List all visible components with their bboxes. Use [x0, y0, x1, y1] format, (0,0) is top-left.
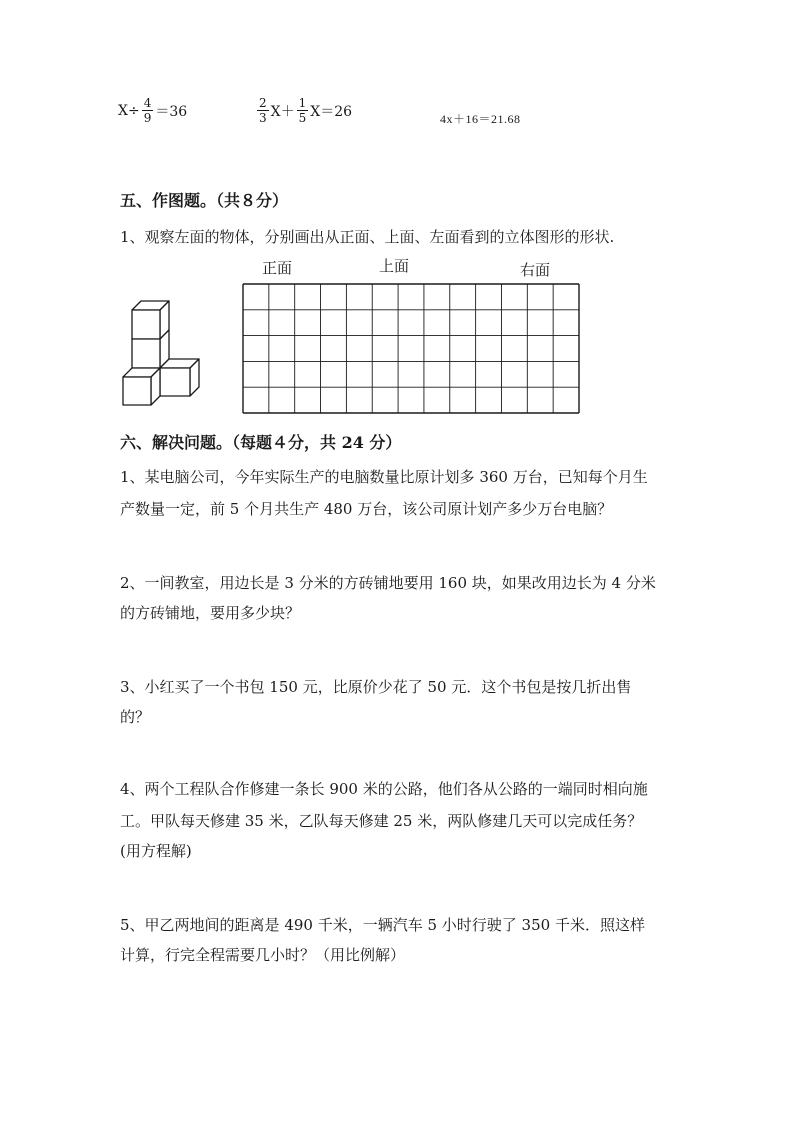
- fraction-1-5: [297, 96, 309, 125]
- cube-front-face: [123, 377, 151, 405]
- equation-1-suffix: ＝36: [155, 103, 188, 120]
- fraction-numerator: 4: [143, 96, 152, 110]
- equation-1: [118, 96, 187, 125]
- question-4-line-2: 工。甲队每天修建 35 米，乙队每天修建 25 米，两队修建几天可以完成任务？: [120, 812, 643, 830]
- question-4-line-1: 4、两个工程队合作修建一条长 900 米的公路，他们各从公路的一端同时相向施: [120, 780, 648, 798]
- drawing-grid[interactable]: [242, 283, 580, 414]
- equation-3: 4x＋16＝21.68: [440, 112, 521, 126]
- equation-2-mid: X＋: [270, 103, 295, 120]
- label-top-view: 上面: [379, 257, 410, 275]
- fraction-denominator: 3: [259, 111, 267, 125]
- fraction-4-9: [142, 96, 154, 125]
- fraction-denominator: 9: [143, 111, 152, 125]
- question-2-line-1: 2、一间教室，用边长是 3 分米的方砖铺地要用 160 块，如果改用边长为 4 分米: [120, 574, 656, 592]
- cube-front-face: [132, 339, 160, 368]
- cube-stack-figure: [118, 298, 204, 410]
- fraction-numerator: 2: [259, 96, 267, 110]
- equation-1-prefix: X÷: [118, 102, 140, 119]
- equation-2: [255, 96, 352, 125]
- fraction-numerator: 1: [298, 96, 307, 110]
- question-1-line-2: 产数量一定，前 5 个月共生产 480 万台，该公司原计划产多少万台电脑？: [120, 500, 613, 518]
- question-5-line-1: 5、甲乙两地间的距离是 490 千米，一辆汽车 5 小时行驶了 350 千米．照这样: [120, 916, 645, 934]
- cube-front-face: [160, 368, 190, 396]
- fraction-2-3: [257, 96, 269, 125]
- cube-front-face: [132, 310, 160, 339]
- question-2-line-2: 的方砖铺地，要用多少块？: [120, 604, 301, 622]
- label-front-view: 正面: [262, 259, 293, 277]
- fraction-denominator: 5: [298, 111, 307, 125]
- section-6-title: 六、解决问题。（每题４分，共 24 分）: [120, 433, 402, 452]
- equation-2-suffix: X＝26: [310, 103, 353, 120]
- question-3-line-2: 的？: [120, 708, 151, 726]
- question-3-line-1: 3、小红买了一个书包 150 元，比原价少花了 50 元．这个书包是按几折出售: [120, 678, 632, 696]
- label-right-view: 右面: [520, 261, 551, 279]
- section-5-question-1: 1、观察左面的物体，分别画出从正面、上面、左面看到的立体图形的形状.: [120, 228, 615, 246]
- question-4-line-3: (用方程解): [120, 842, 192, 860]
- question-5-line-2: 计算，行完全程需要几小时？（用比例解）: [120, 946, 406, 964]
- section-5-title: 五、作图题。（共８分）: [120, 191, 289, 210]
- question-1-line-1: 1、某电脑公司，今年实际生产的电脑数量比原计划多 360 万台，已知每个月生: [120, 468, 648, 486]
